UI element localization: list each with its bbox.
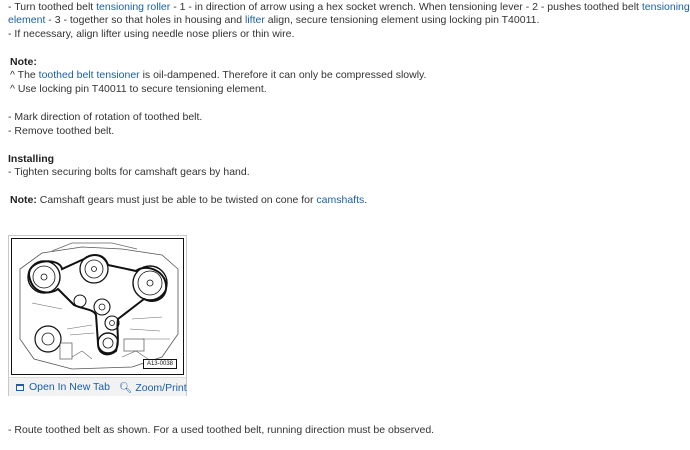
link-toothed-belt-tensioner[interactable]: toothed belt tensioner xyxy=(38,69,140,81)
step-route-belt: - Route toothed belt as shown. For a used toothed belt, running direction must be observed. xyxy=(8,424,435,436)
note-text: ^ Use locking pin T40011 to secure tensioning element. xyxy=(10,83,267,95)
step-align-lifter xyxy=(8,27,294,41)
link-camshafts[interactable]: camshafts xyxy=(316,194,365,206)
engine-belt-diagram[interactable] xyxy=(11,238,184,375)
note-text: ^ The xyxy=(10,69,39,81)
step-text: - 3 - together so that holes in housing and xyxy=(45,14,245,26)
link-tensioning-element-1[interactable]: tensioning xyxy=(641,1,690,13)
note-item-oil-dampened xyxy=(10,68,426,82)
link-lifter[interactable]: lifter xyxy=(245,14,265,26)
engine-drawing xyxy=(12,239,183,374)
step-text: align, secure tensioning element using locking pin T40011. xyxy=(264,14,540,26)
step-text: - Turn toothed belt xyxy=(8,1,97,13)
zoom-print-label: Zoom/Print xyxy=(135,382,187,394)
step-mark-direction: - Mark direction of rotation of toothed belt. xyxy=(8,111,203,123)
open-in-new-tab-button[interactable] xyxy=(16,381,110,393)
note-heading: Note: xyxy=(10,56,37,68)
note-camshaft-gears xyxy=(10,193,367,207)
step-turn-belt-line1 xyxy=(8,0,690,14)
magnifier-icon: 🔍︎ xyxy=(119,382,133,394)
figure-actions-bar xyxy=(9,377,186,396)
step-tighten-bolts: - Tighten securing bolts for camshaft gears by hand. xyxy=(8,166,250,178)
zoom-print-button[interactable] xyxy=(119,381,187,394)
note-text: . xyxy=(364,194,368,206)
new-tab-icon xyxy=(16,384,24,391)
figure-id-label: A13-0038 xyxy=(143,359,177,369)
step-turn-belt-line2 xyxy=(8,13,539,27)
note-item-locking-pin xyxy=(10,82,267,96)
step-text: - 1 - in direction of arrow using a hex socket wrench. When tensioning lever - 2 - pushes toothed belt xyxy=(170,1,642,13)
link-tensioning-element-2[interactable]: element xyxy=(8,14,46,26)
note-text: Camshaft gears must just be able to be twisted on cone for xyxy=(36,194,317,206)
note-label: Note: xyxy=(10,194,37,206)
note-text: is oil-dampened. Therefore it can only be compressed slowly. xyxy=(139,69,427,81)
step-text: - If necessary, align lifter using needle nose pliers or thin wire. xyxy=(8,28,295,40)
link-tensioning-roller[interactable]: tensioning roller xyxy=(96,1,171,13)
figure-belt-routing xyxy=(8,235,187,396)
open-in-new-tab-label: Open In New Tab xyxy=(29,381,110,393)
installing-heading: Installing xyxy=(8,153,55,165)
step-remove-belt: - Remove toothed belt. xyxy=(8,125,115,137)
